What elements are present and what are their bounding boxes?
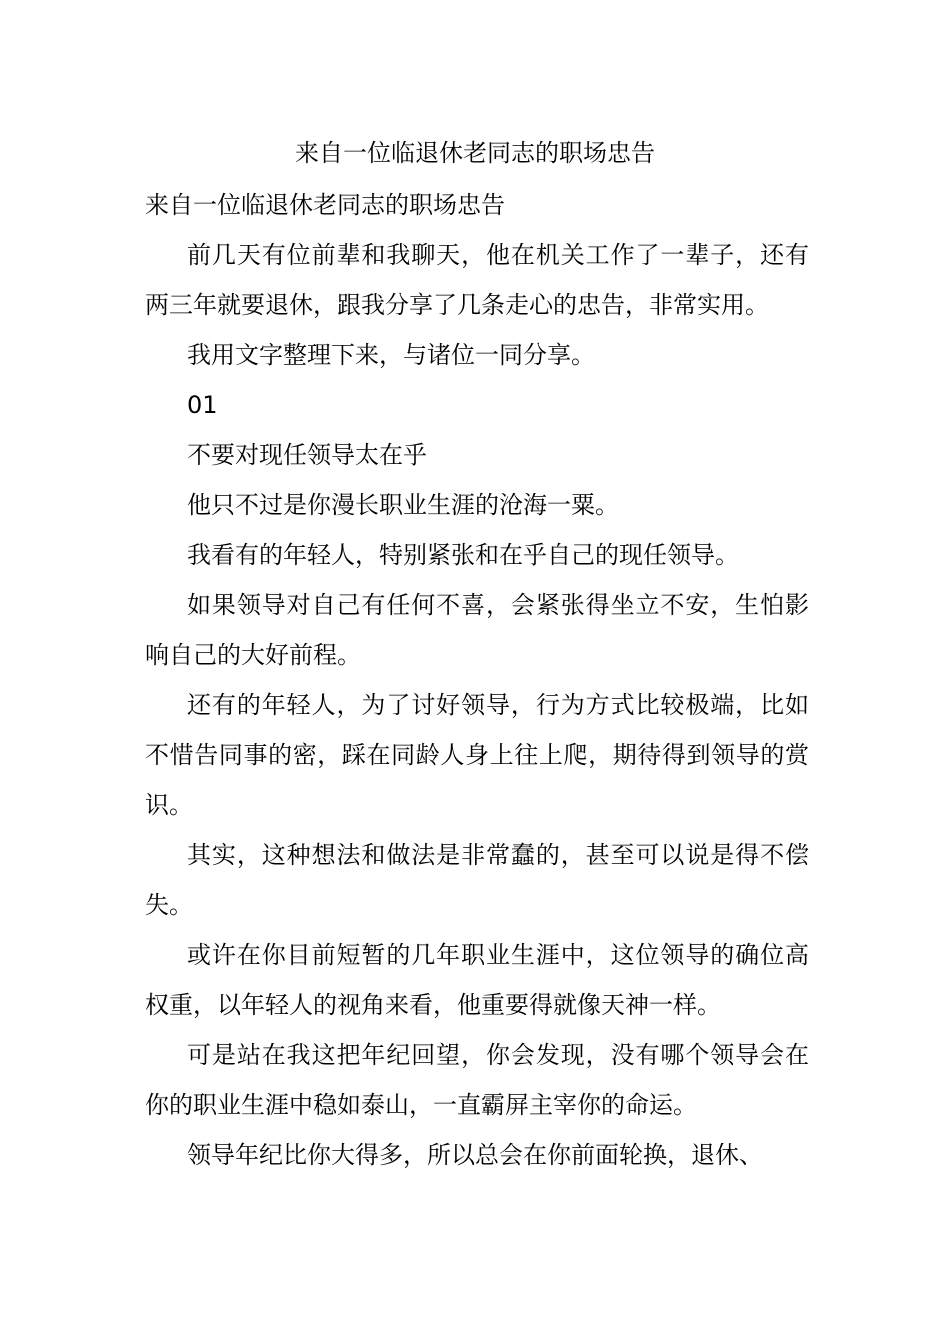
paragraph: 他只不过是你漫长职业生涯的沧海一粟。 — [187, 491, 619, 519]
paragraph: 其实，这种想法和做法是非常蠢的，甚至可以说是得不偿失。 — [145, 841, 809, 919]
paragraph: 可是站在我这把年纪回望，你会发现，没有哪个领导会在你的职业生涯中稳如泰山，一直霸屏主宰你的命运。 — [145, 1041, 809, 1119]
section-number — [145, 380, 809, 430]
paragraph: 我看有的年轻人，特别紧张和在乎自己的现任领导。 — [187, 541, 739, 569]
section-heading: 不要对现任领导太在乎 — [187, 441, 427, 469]
paragraph: 前几天有位前辈和我聊天，他在机关工作了一辈子，还有两三年就要退休，跟我分享了几条走心的忠告，非常实用。 — [145, 241, 809, 319]
document-title: 来自一位临退休老同志的职场忠告 — [295, 139, 655, 167]
paragraph: 或许在你目前短暂的几年职业生涯中，这位领导的确位高权重，以年轻人的视角来看，他重要得就像天神一样。 — [145, 941, 809, 1019]
paragraph: 还有的年轻人，为了讨好领导，行为方式比较极端，比如不惜告同事的密，踩在同龄人身上往上爬，期待得到领导的赏识。 — [145, 691, 809, 819]
paragraph: 如果领导对自己有任何不喜，会紧张得坐立不安，生怕影响自己的大好前程。 — [145, 591, 809, 669]
section-number-text: 01 — [187, 391, 218, 419]
subtitle-paragraph: 来自一位临退休老同志的职场忠告 — [145, 191, 505, 219]
paragraph: 我用文字整理下来，与诸位一同分享。 — [187, 341, 595, 369]
document-body — [145, 180, 809, 1180]
paragraph: 领导年纪比你大得多，所以总会在你前面轮换，退休、 — [187, 1141, 763, 1169]
